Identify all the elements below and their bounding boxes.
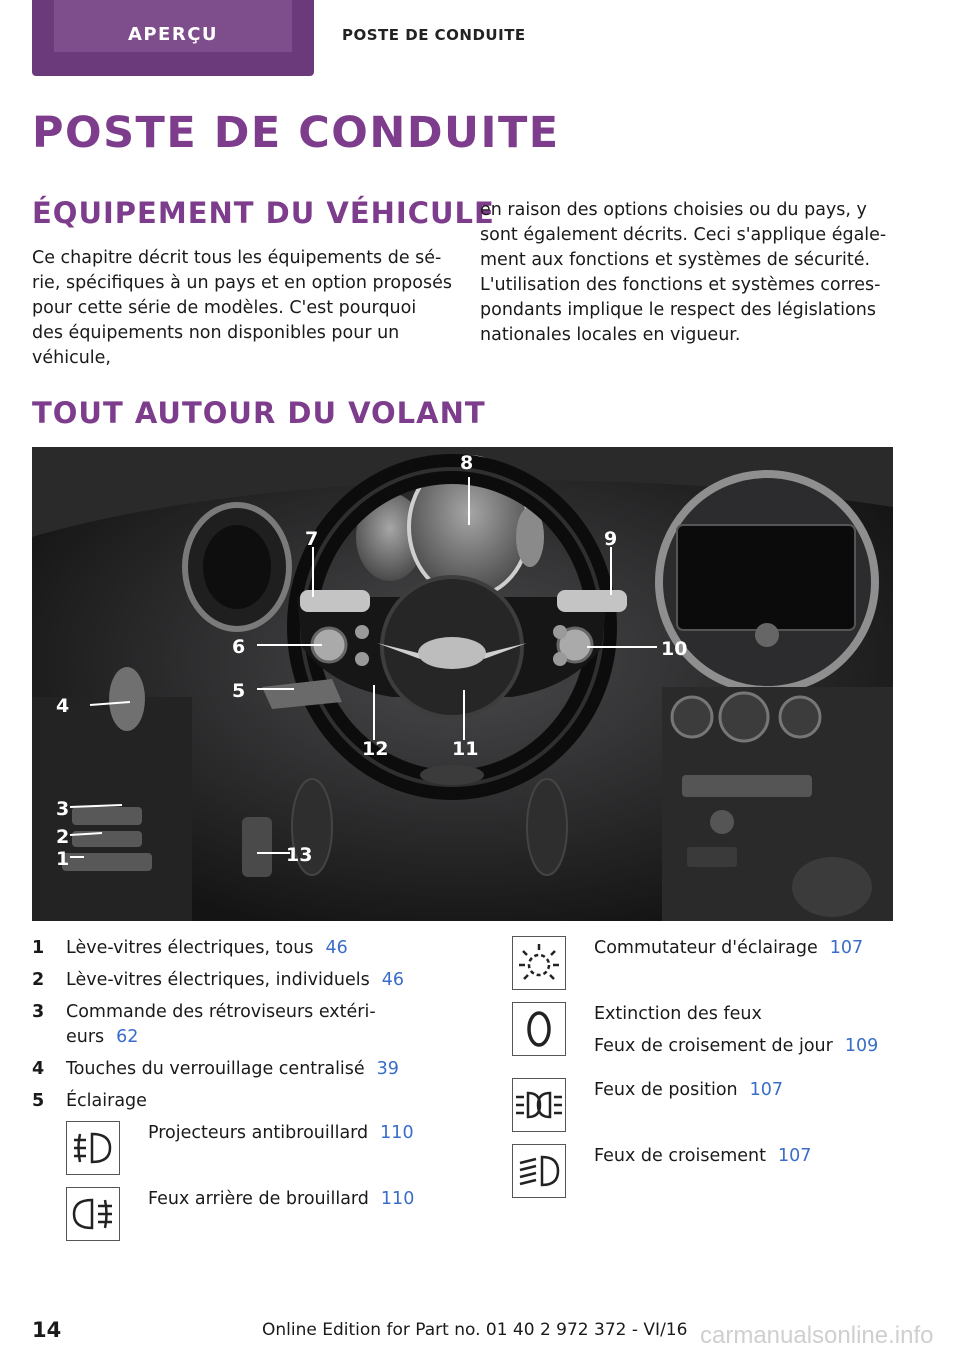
legend-item bbox=[32, 1057, 432, 1082]
lighting-row-switch bbox=[512, 936, 902, 990]
legend-text: Éclairage bbox=[66, 1091, 147, 1111]
callout-10: 10 bbox=[661, 638, 688, 660]
lighting-label: Extinction des feux bbox=[594, 1004, 762, 1024]
low-beam-icon bbox=[512, 1144, 566, 1198]
callout-8: 8 bbox=[460, 452, 474, 474]
cockpit-illustration bbox=[32, 447, 893, 921]
legend-number: 2 bbox=[32, 970, 45, 990]
callout-1: 1 bbox=[56, 848, 70, 870]
legend-item bbox=[32, 936, 432, 961]
edition-footer: Online Edition for Part no. 01 40 2 972 372 - VI/16 bbox=[262, 1320, 688, 1340]
lighting-row-off bbox=[512, 1002, 902, 1066]
legend-text: Touches du verrouillage centralisé bbox=[66, 1059, 365, 1079]
page-reference-link[interactable]: 110 bbox=[380, 1123, 414, 1143]
legend-number: 3 bbox=[32, 1002, 45, 1022]
lighting-label: Feux de position bbox=[594, 1080, 738, 1100]
callout-6: 6 bbox=[232, 636, 246, 658]
page-reference-link[interactable]: 46 bbox=[381, 970, 405, 990]
section-heading-equipment: ÉQUIPEMENT DU VÉHICULE bbox=[32, 196, 495, 230]
callout-3: 3 bbox=[56, 798, 70, 820]
legend-number: 1 bbox=[32, 938, 45, 958]
page-reference-link[interactable]: 110 bbox=[380, 1189, 415, 1209]
legend-right-column bbox=[512, 936, 902, 1210]
lighting-row-front-fog bbox=[66, 1121, 432, 1175]
lighting-label: Projecteurs antibrouillard bbox=[148, 1123, 369, 1143]
lighting-row-parking bbox=[512, 1078, 902, 1132]
page-title: POSTE DE CONDUITE bbox=[32, 108, 560, 158]
legend-item bbox=[32, 1000, 432, 1050]
parking-light-icon bbox=[512, 1078, 566, 1132]
rear-fog-light-icon bbox=[66, 1187, 120, 1241]
intro-paragraph-col2: en raison des options choisies ou du pays, y sont également décrits. Ceci s'applique égale-ment aux fonctions et systèmes de sécurité. L'utilisation des fonctions et systèmes corres-pondants implique le respect des législations nationales locales en vigueur. bbox=[480, 200, 887, 345]
callout-9: 9 bbox=[604, 528, 618, 550]
callout-7: 7 bbox=[305, 528, 319, 550]
intro-paragraph-col1: Ce chapitre décrit tous les équipements de sé-rie, spécifiques à un pays et en option proposés pour cette série de modèles. C'est pourquoi des équipements non disponibles pour un véhicule, bbox=[32, 248, 452, 368]
legend-item bbox=[32, 1089, 432, 1114]
page-reference-link[interactable]: 107 bbox=[829, 938, 864, 958]
callout-2: 2 bbox=[56, 826, 70, 848]
lighting-row-rear-fog bbox=[66, 1187, 432, 1241]
lighting-label: Commutateur d'éclairage bbox=[594, 938, 818, 958]
callout-4: 4 bbox=[56, 695, 70, 717]
light-off-icon bbox=[512, 1002, 566, 1056]
callout-12: 12 bbox=[362, 738, 389, 760]
page-reference-link[interactable]: 109 bbox=[844, 1036, 879, 1056]
page-reference-link[interactable]: 107 bbox=[749, 1080, 784, 1100]
light-switch-auto-icon bbox=[512, 936, 566, 990]
cockpit-photo bbox=[32, 447, 893, 921]
page-reference-link[interactable]: 39 bbox=[376, 1059, 399, 1079]
section-tab[interactable]: POSTE DE CONDUITE bbox=[342, 26, 526, 44]
legend-number: 4 bbox=[32, 1059, 45, 1079]
section-heading-steering: TOUT AUTOUR DU VOLANT bbox=[32, 396, 486, 430]
lighting-row-low-beam bbox=[512, 1144, 902, 1198]
lighting-label: Feux arrière de brouillard bbox=[148, 1189, 369, 1209]
page-reference-link[interactable]: 62 bbox=[116, 1027, 139, 1047]
legend-item bbox=[32, 968, 432, 993]
site-watermark: carmanualsonline.info bbox=[700, 1322, 934, 1349]
legend-number: 5 bbox=[32, 1091, 45, 1111]
legend-text: Lève-vitres électriques, tous bbox=[66, 938, 314, 958]
callout-5: 5 bbox=[232, 680, 246, 702]
chapter-tab-label: APERÇU bbox=[54, 0, 292, 52]
legend-text: Lève-vitres électriques, individuels bbox=[66, 970, 370, 990]
chapter-tab-active[interactable] bbox=[32, 0, 314, 76]
lighting-label: Feux de croisement bbox=[594, 1146, 766, 1166]
callout-13: 13 bbox=[286, 844, 313, 866]
page-reference-link[interactable]: 46 bbox=[325, 938, 348, 958]
page-number: 14 bbox=[32, 1318, 62, 1342]
front-fog-light-icon bbox=[66, 1121, 120, 1175]
callout-11: 11 bbox=[452, 738, 479, 760]
legend-left-column bbox=[32, 936, 432, 1253]
legend-text: Commande des rétroviseurs extéri-eurs bbox=[66, 1002, 376, 1047]
lighting-label-secondary: Feux de croisement de jour bbox=[594, 1036, 833, 1056]
page-reference-link[interactable]: 107 bbox=[777, 1146, 812, 1166]
